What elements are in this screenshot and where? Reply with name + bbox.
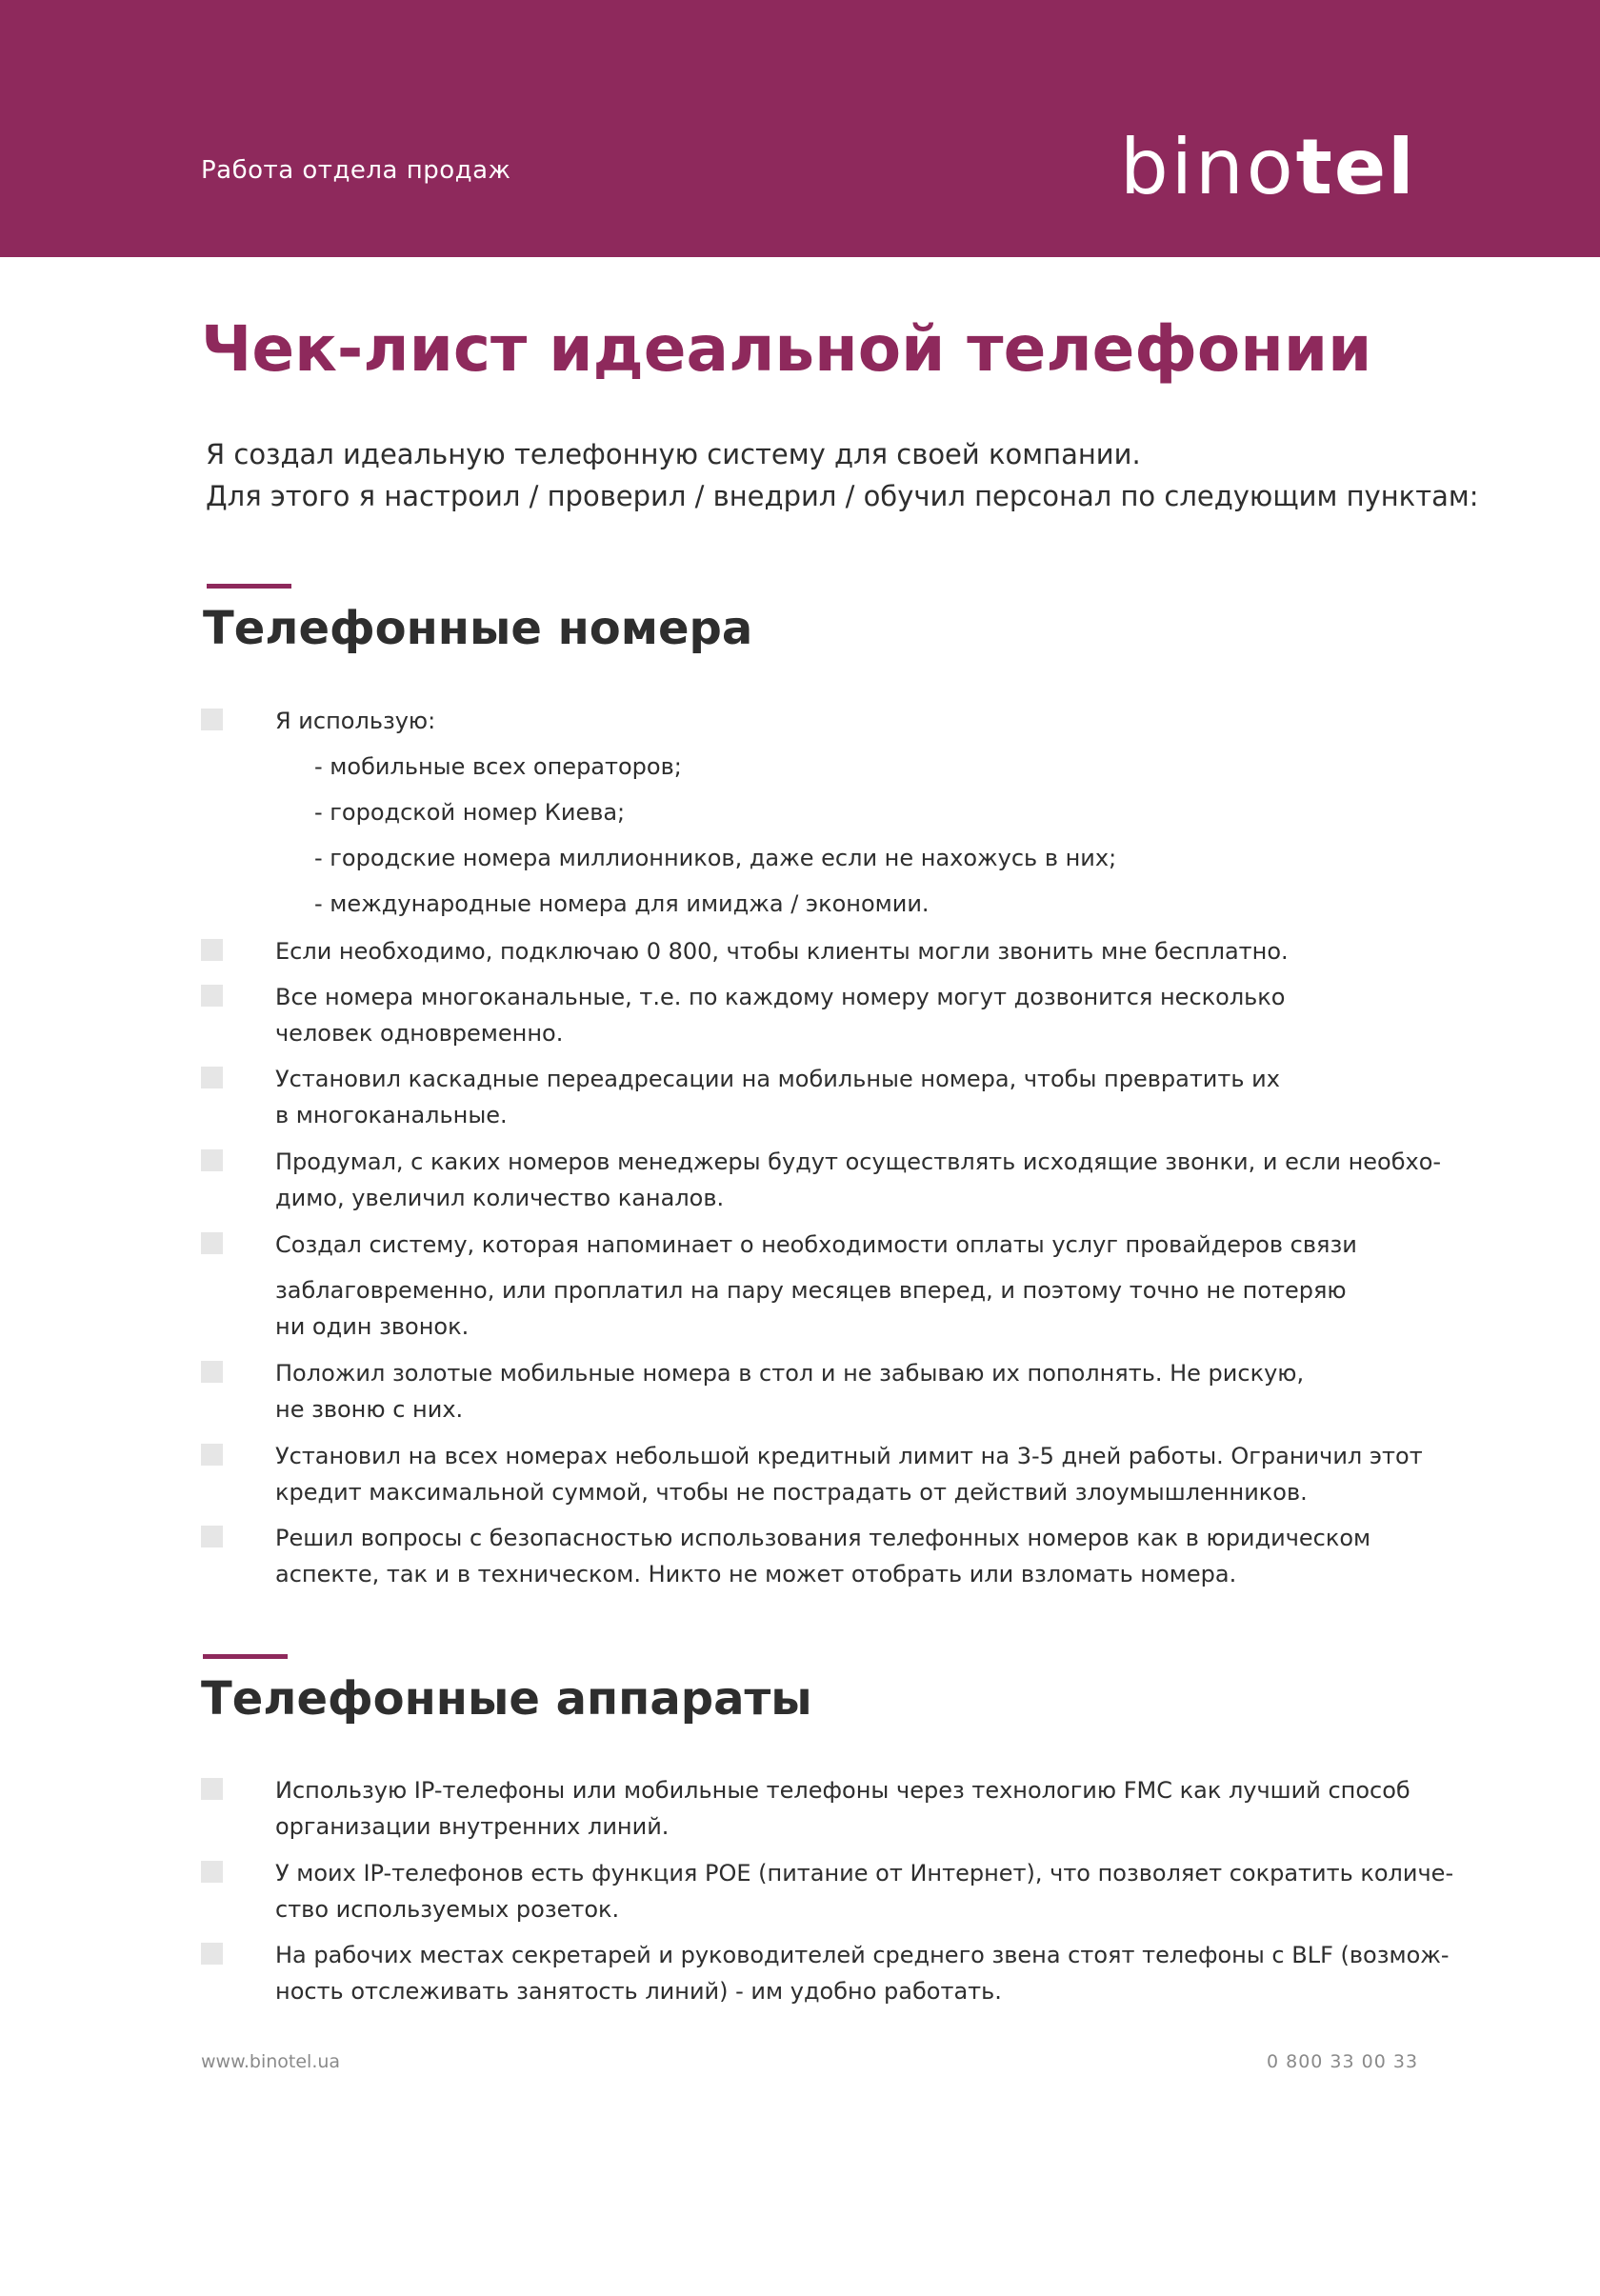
- checklist-item: [275, 1438, 1423, 1510]
- item-text: Если необходимо, подключаю 0 800, чтобы клиенты могли звонить мне бесплатно.: [275, 938, 1289, 965]
- checklist-item: [275, 1772, 1418, 1845]
- item-text: кредит максимальной суммой, чтобы не пострадать от действий злоумышленников.: [275, 1479, 1308, 1506]
- checklist-item: [275, 1855, 1454, 1927]
- checklist-item: [275, 1061, 1418, 1133]
- binotel-logo: [1120, 123, 1416, 211]
- item-text: Установил на всех номерах небольшой кредитный лимит на 3-5 дней работы. Ограничил этот: [275, 1443, 1423, 1469]
- intro-text: [206, 433, 1479, 517]
- item-text: заблаговременно, или проплатил на пару месяцев вперед, и поэтому точно не потеряю: [275, 1277, 1347, 1304]
- item-text: Все номера многоканальные, т.е. по каждому номеру могут дозвонится несколько: [275, 984, 1286, 1010]
- item-text: Установил каскадные переадресации на мобильные номера, чтобы превратить их: [275, 1066, 1280, 1092]
- item-text: Решил вопросы с безопасностью использования телефонных номеров как в юридическом: [275, 1525, 1371, 1551]
- footer-website[interactable]: www.binotel.ua: [201, 2051, 341, 2072]
- item-text: аспекте, так и в техническом. Никто не может отобрать или взломать номера.: [275, 1561, 1237, 1587]
- checklist-subitem: - мобильные всех операторов;: [314, 753, 682, 780]
- intro-line: Я создал идеальную телефонную систему для своей компании.: [206, 438, 1141, 470]
- footer-phone: 0 800 33 00 33: [1267, 2051, 1419, 2072]
- checkbox[interactable]: [201, 1861, 223, 1883]
- item-text: У моих IP-телефонов есть функция POE (питание от Интернет), что позволяет сократить количе-: [275, 1860, 1454, 1887]
- item-text: Я использую:: [275, 708, 436, 734]
- logo-regular-text: bino: [1120, 123, 1296, 211]
- item-text: Использую IP-телефоны или мобильные телефоны через технологию FMC как лучший способ: [275, 1777, 1410, 1804]
- header-subtitle: Работа отдела продаж: [201, 156, 511, 185]
- item-text: не звоню с них.: [275, 1396, 464, 1423]
- checklist-item: [275, 1520, 1418, 1592]
- item-text: Продумал, с каких номеров менеджеры будут осуществлять исходящие звонки, и если необхо-: [275, 1148, 1442, 1175]
- item-text: в многоканальные.: [275, 1102, 508, 1128]
- checklist-subitem: - городской номер Киева;: [314, 799, 626, 826]
- checklist-subitem: - городские номера миллионников, даже если не нахожусь в них;: [314, 845, 1117, 871]
- section-title-phone-numbers: Телефонные номера: [203, 602, 753, 655]
- section-divider: [203, 1654, 288, 1659]
- checkbox[interactable]: [201, 1067, 223, 1088]
- item-text: человек одновременно.: [275, 1020, 564, 1047]
- item-text: Создал систему, которая напоминает о необходимости оплаты услуг провайдеров связи: [275, 1231, 1357, 1258]
- item-text: ство используемых розеток.: [275, 1896, 620, 1923]
- checklist-item: [275, 1227, 1418, 1345]
- checklist-subitem: - международные номера для имиджа / экономии.: [314, 890, 930, 917]
- item-text: ни один звонок.: [275, 1313, 470, 1340]
- intro-line: Для этого я настроил / проверил / внедрил / обучил персонал по следующим пунктам:: [206, 480, 1479, 512]
- item-text: организации внутренних линий.: [275, 1813, 670, 1840]
- item-text: ность отслеживать занятость линий) - им удобно работать.: [275, 1978, 1002, 2005]
- item-text: На рабочих местах секретарей и руководителей среднего звена стоят телефоны с BLF (возмож-: [275, 1942, 1450, 1968]
- checkbox[interactable]: [201, 1232, 223, 1254]
- checklist-item: [275, 979, 1418, 1051]
- header-banner: [0, 0, 1600, 257]
- checkbox[interactable]: [201, 1361, 223, 1383]
- checkbox[interactable]: [201, 1444, 223, 1466]
- section-divider: [207, 584, 291, 589]
- item-text: димо, увеличил количество каналов.: [275, 1185, 725, 1211]
- checklist-item: [275, 1937, 1450, 2009]
- checklist-item: [275, 933, 1418, 969]
- checkbox[interactable]: [201, 709, 223, 730]
- checkbox[interactable]: [201, 1778, 223, 1800]
- logo-bold-text: tel: [1295, 123, 1416, 211]
- checklist-item: [275, 1144, 1442, 1216]
- page-title: Чек-лист идеальной телефонии: [201, 312, 1372, 386]
- checkbox[interactable]: [201, 939, 223, 961]
- checkbox[interactable]: [201, 985, 223, 1007]
- checklist-item: [275, 703, 1418, 739]
- checklist-item: [275, 1355, 1418, 1428]
- checkbox[interactable]: [201, 1526, 223, 1547]
- section-title-phone-devices: Телефонные аппараты: [201, 1672, 812, 1726]
- checkbox[interactable]: [201, 1943, 223, 1965]
- checkbox[interactable]: [201, 1149, 223, 1171]
- item-text: Положил золотые мобильные номера в стол и не забываю их пополнять. Не рискую,: [275, 1360, 1305, 1387]
